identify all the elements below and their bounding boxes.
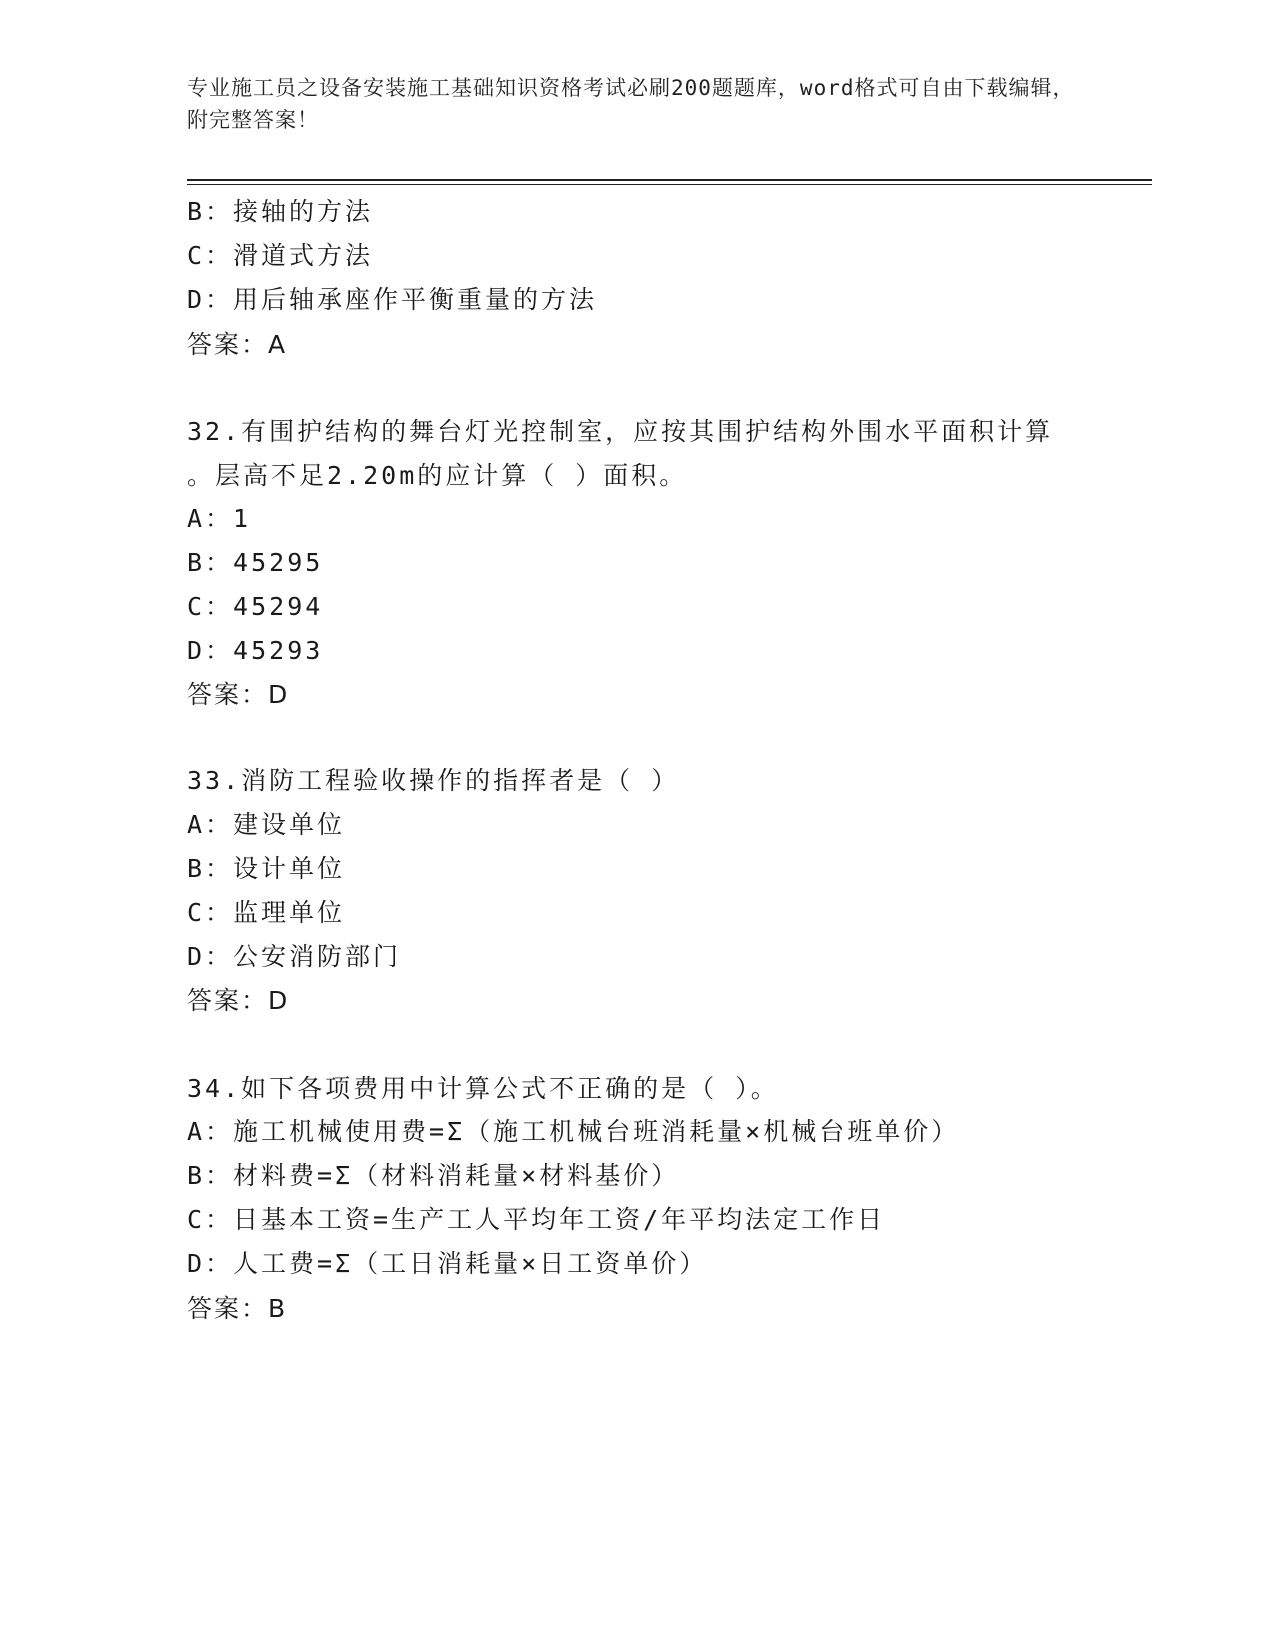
- option-c: C：监理单位: [187, 898, 346, 927]
- option-b: B：接轴的方法: [187, 197, 374, 226]
- question-33-text: 33.消防工程验收操作的指挥者是（ ）: [187, 766, 680, 795]
- option-a: A：施工机械使用费=Σ（施工机械台班消耗量×机械台班单价）: [187, 1117, 960, 1146]
- document-header: 专业施工员之设备安装施工基础知识资格考试必刷200题题库，word格式可自由下载编辑，附完整答案！: [187, 76, 1075, 132]
- answer-line: 答案：D: [187, 986, 290, 1015]
- option-c: C：45294: [187, 592, 324, 621]
- option-b: B：45295: [187, 548, 324, 577]
- option-d: D：公安消防部门: [187, 942, 402, 971]
- option-b: B：材料费=Σ（材料消耗量×材料基价）: [187, 1161, 680, 1190]
- header-divider-thin: [187, 184, 1152, 185]
- option-c: C：日基本工资=生产工人平均年工资/年平均法定工作日: [187, 1205, 886, 1234]
- answer-line: 答案：B: [187, 1294, 288, 1323]
- question-32-text: 32.有围护结构的舞台灯光控制室，应按其围护结构外围水平面积计算: [187, 417, 1054, 446]
- question-34-text: 34.如下各项费用中计算公式不正确的是（ ）。: [187, 1074, 779, 1103]
- option-a: A：建设单位: [187, 810, 346, 839]
- option-d: D：人工费=Σ（工日消耗量×日工资单价）: [187, 1249, 708, 1278]
- question-32-text-continued: 。层高不足2.20m的应计算（ ）面积。: [187, 461, 688, 490]
- header-divider-thick: [187, 179, 1152, 181]
- option-d: D：用后轴承座作平衡重量的方法: [187, 285, 598, 314]
- answer-line: 答案：A: [187, 330, 288, 359]
- option-c: C：滑道式方法: [187, 241, 374, 270]
- answer-line: 答案：D: [187, 680, 290, 709]
- option-b: B：设计单位: [187, 854, 346, 883]
- option-a: A：1: [187, 504, 252, 533]
- option-d: D：45293: [187, 636, 324, 665]
